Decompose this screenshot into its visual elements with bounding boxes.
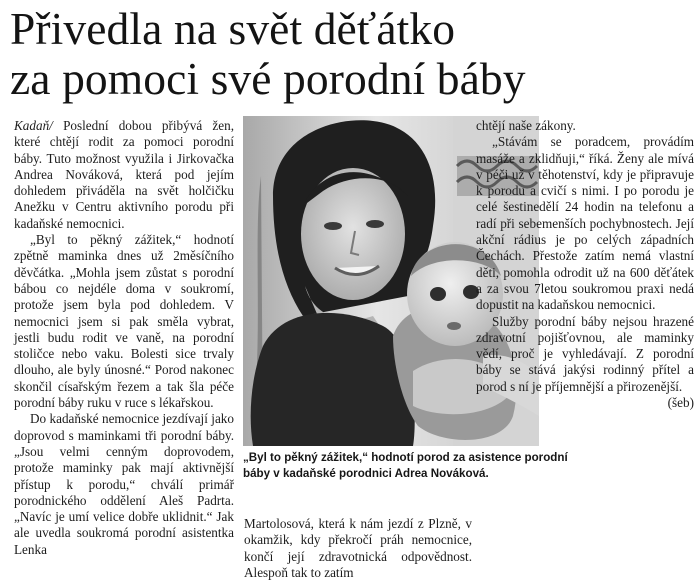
caption-line-2: báby v kadaňské porodnici Adrea Nováková. — [243, 467, 489, 480]
headline-line-2: za pomoci své porodní báby — [10, 53, 526, 104]
paragraph-1-text: Poslední dobou přibývá žen, které chtějí rodit za pomoci porodní báby. Tuto možnost využila i Jirkovačka Andrea Nováková, která pod jejím dohledem přiváděla na svět holčičku Anežku v Centru aktivního porodu při kadaňské nemocnici. — [14, 118, 234, 231]
caption-line-1: „Byl to pěkný zážitek,“ hodnotí porod za asistence porodní — [243, 451, 568, 464]
paragraph-3: Do kadaňské nemocnice jezdívají jako doprovod s maminkami tři porodní báby. „Jsou velmi cenným doprovodem, protože maminky pak mají aktivnější přístup k porodu,“ chválí primář porodnického oddělení Aleš Padrta. „Navíc je umí velice dobře uklidnit.“ Jak ale uvedla soukromá porodní asistentka Lenka — [14, 411, 234, 557]
paragraph-5: chtějí naše zákony. — [476, 118, 576, 133]
paragraph-4: Martolosová, která k nám jezdí z Plzně, v okamžik, kdy překročí práh nemocnice, končí její zdravotnická odpovědnost. Alespoň tak to zatím — [244, 516, 472, 580]
author-signature: (šeb) — [667, 395, 694, 411]
article-column-1 — [14, 118, 234, 564]
dateline: Kadaň/ — [14, 118, 53, 133]
paragraph-2: „Byl to pěkný zážitek,“ hodnotí zpětně maminka dnes už 2měsíčního děvčátka. „Mohla jsem zůstat s porodní bábou co nejdéle doma v soukromí, protože jsem byla pod dohledem. V nemocnici jsem si pak směla vybrat, jestli budu rodit ve vaně, na porodní stoličce nebo vaku. Bolesti sice trvaly dlouho, ale byly únosné.“ Porod nakonec skončil císařským řezem a tak šla péče porodní báby ruku v ruce s lékařskou. — [14, 232, 234, 411]
article-column-3 — [476, 118, 694, 564]
article-column-2 — [244, 516, 472, 580]
paragraph-7 — [476, 313, 694, 411]
paragraph-6: „Stávám se poradcem, provádím masáže a zklidňuji,“ říká. Ženy ale mívá v péči už v těhotenství, kdy je připravuje k porodu a cvičí s nimi. I po porodu je celé šestinedělí 24 hodin na telefonu a radí při sebemenších pochybnostech. Její akční rádius je po celých západních Čechách. Přestože zatím nemá vlastní děti, pomohla odrodit už na 600 děťátek a za svou 7letou soukromou praxi nedá dopustit na kadaňskou nemocnici. — [476, 134, 694, 313]
paragraph-7-text: Služby porodní báby nejsou hrazené zdravotní pojišťovnou, ale maminky vědí, proč je vyhledávají. Z porodní báby se stává jakýsi rodinný přítel a porod s ní je příjemnější a přirozenější. — [476, 313, 694, 394]
headline — [10, 4, 694, 104]
paragraph-1 — [14, 118, 234, 232]
headline-line-1: Přivedla na svět děťátko — [10, 3, 456, 54]
